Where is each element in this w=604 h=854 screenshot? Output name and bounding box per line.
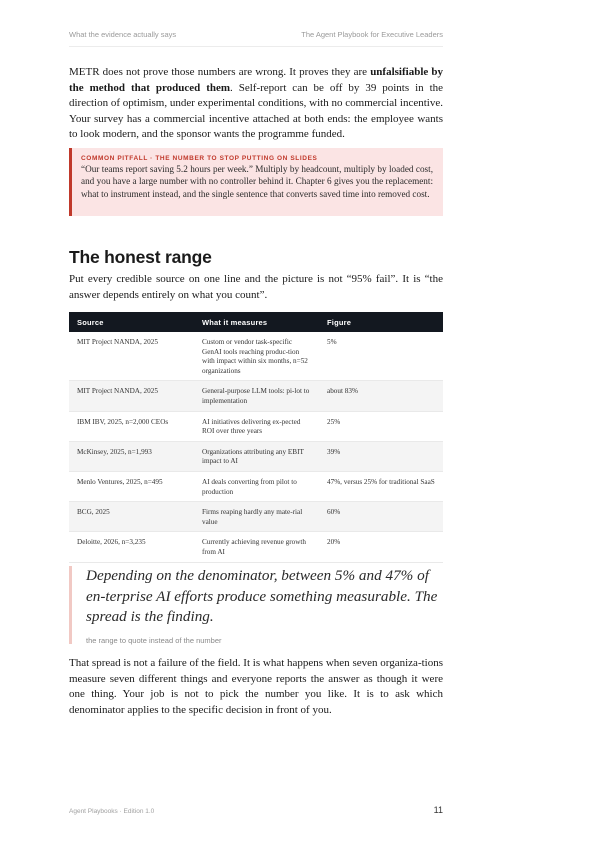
table-row — [69, 502, 443, 532]
measure-cell: Custom or vendor task-specific GenAI tools reaching produc-tion with impact within six months, n=52 organizations — [194, 332, 319, 381]
paragraph-metr — [69, 65, 443, 143]
sources-table — [69, 312, 443, 563]
figure-cell: 60% — [319, 502, 443, 532]
chapter-running-title: What the evidence actually says — [69, 30, 177, 39]
footer-edition: Agent Playbooks · Edition 1.0 — [69, 808, 155, 815]
document-page — [69, 0, 443, 854]
source-cell: BCG, 2025 — [69, 502, 194, 532]
column-header-source: Source — [69, 312, 194, 332]
paragraph-intro-range: Put every credible source on one line and the picture is not “95% fail”. It is “the answer depends entirely on what you count”. — [69, 273, 443, 301]
column-header-measure: What it measures — [194, 312, 319, 332]
pull-quote-text: Depending on the denominator, between 5% and 47% of en-terprise AI efforts produce something measurable. The spread is the finding. — [86, 567, 438, 625]
source-cell: Menlo Ventures, 2025, n=495 — [69, 471, 194, 501]
column-header-figure: Figure — [319, 312, 443, 332]
measure-cell: AI initiatives delivering ex-pected ROI over three years — [194, 411, 319, 441]
paragraph-metr-emphasis: unfalsifiable by the method that produced them — [69, 66, 444, 94]
table-row — [69, 411, 443, 441]
measure-cell: General-purpose LLM tools: pi-lot to implementation — [194, 381, 319, 411]
figure-cell: 47%, versus 25% for traditional SaaS — [319, 471, 443, 501]
source-cell: IBM IBV, 2025, n=2,000 CEOs — [69, 411, 194, 441]
paragraph-metr-tail: . Self-report can be off by 39 points in the direction of optimism, under experimental conditions, with no commercial incentive. Your survey has a commercial incentive attached at both ends: the employee wants to look modern, and the sponsor wants the programme funded. — [69, 81, 444, 141]
figure-cell: 5% — [319, 332, 443, 381]
pull-quote — [69, 566, 443, 644]
figure-cell: 20% — [319, 532, 443, 562]
section-title: The honest range — [69, 247, 212, 267]
source-cell: MIT Project NANDA, 2025 — [69, 381, 194, 411]
source-cell: McKinsey, 2025, n=1,993 — [69, 441, 194, 471]
table-row — [69, 332, 443, 381]
measure-cell: Firms reaping hardly any mate-rial value — [194, 502, 319, 532]
measure-cell: Organizations attributing any EBIT impact to AI — [194, 441, 319, 471]
figure-cell: 25% — [319, 411, 443, 441]
table-row — [69, 532, 443, 562]
pitfall-callout — [69, 148, 443, 216]
page-number: 11 — [433, 805, 443, 815]
measure-cell: AI deals converting from pilot to production — [194, 471, 319, 501]
table-row — [69, 381, 443, 411]
book-running-title: The Agent Playbook for Executive Leaders — [301, 30, 443, 39]
measure-cell: Currently achieving revenue growth from AI — [194, 532, 319, 562]
pull-quote-caption: the range to quote instead of the number — [86, 635, 222, 645]
paragraph-metr-lead: METR does not prove those numbers are wrong. It proves they are — [69, 66, 371, 78]
table-row — [69, 471, 443, 501]
source-cell: Deloitte, 2026, n=3,235 — [69, 532, 194, 562]
source-cell: MIT Project NANDA, 2025 — [69, 332, 194, 381]
running-header — [69, 30, 443, 39]
pitfall-text: “Our teams report saving 5.2 hours per week.” Multiply by headcount, multiply by loaded cost, and you have a large number with no controller behind it. Chapter 6 gives you the replacement: what to instrument instead, and the single sentence that converts saved time into removed cost. — [81, 164, 433, 199]
figure-cell: 39% — [319, 441, 443, 471]
header-divider — [69, 46, 443, 47]
paragraph-spread: That spread is not a failure of the field. It is what happens when seven organiza-tions measure seven different things and everyone reports the answer as though it were one thing. Your job is not to pick the number you like. It is to ask which denominator applies to the specific decision in front of you. — [69, 657, 443, 716]
table-row — [69, 441, 443, 471]
figure-cell: about 83% — [319, 381, 443, 411]
pitfall-label: COMMON PITFALL · THE NUMBER TO STOP PUTTING ON SLIDES — [81, 155, 318, 162]
table-header-row — [69, 312, 443, 332]
